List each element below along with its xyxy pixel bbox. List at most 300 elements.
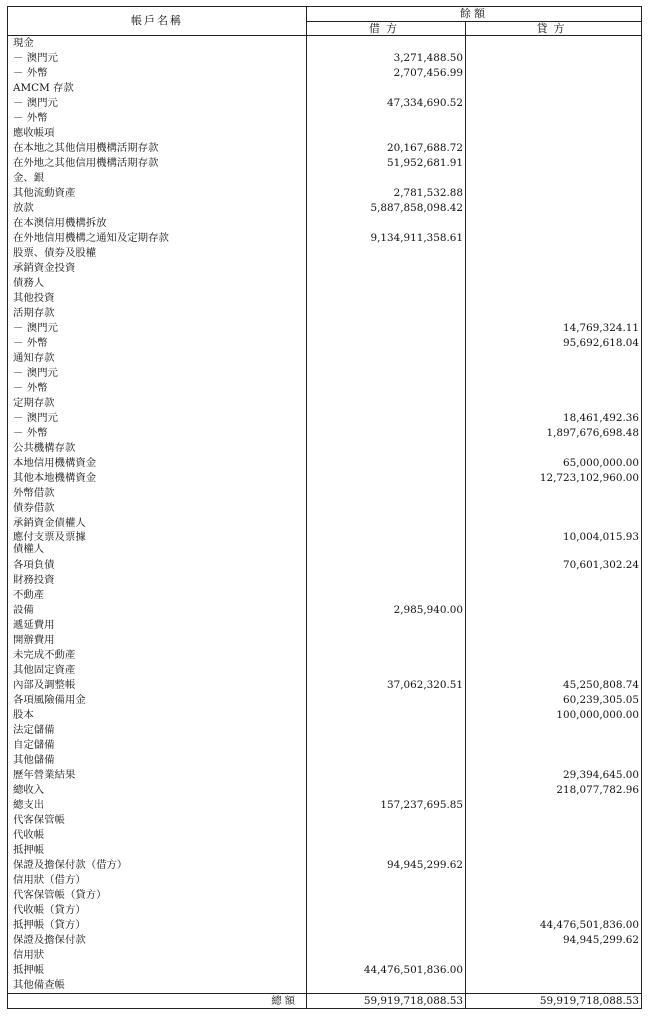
credit-cell [466,441,642,456]
account-name: 各項風險備用金 [13,694,86,707]
account-name: 抵押帳（貸方） [13,919,86,932]
account-name: － 外幣 [13,66,48,79]
credit-cell [466,351,642,366]
credit-cell [466,978,642,993]
account-name-cell [8,723,307,738]
account-name: 設備 [13,604,34,617]
table-row [8,768,642,783]
table-row [8,588,642,603]
credit-cell [466,381,642,396]
table-row [8,948,642,963]
table-row [8,141,642,156]
account-name: － 外幣 [13,111,48,124]
debit-cell [307,486,466,501]
table-row [8,933,642,948]
debit-cell [307,261,466,276]
table-row [8,36,642,51]
table-row [8,336,642,351]
debit-cell [307,648,466,663]
account-name-cell [8,558,307,573]
table-row [8,276,642,291]
debit-cell [307,81,466,96]
account-name: 保證及擔保付款 [13,934,86,947]
account-name: 在本地之其他信用機構活期存款 [13,141,159,154]
table-row [8,888,642,903]
account-name: 其他儲備 [13,754,55,767]
account-name: 現金 [13,37,34,49]
account-name: 其他投資 [13,291,55,304]
debit-header: 借方 [307,22,466,36]
credit-cell [466,798,642,813]
account-name-cell [8,66,307,81]
credit-cell [466,291,642,306]
account-name-cell [8,291,307,306]
account-name-cell [8,36,307,51]
credit-cell: 29,394,645.00 [466,768,642,783]
account-name: 在外地信用機構之通知及定期存款 [13,231,169,244]
debit-cell [307,873,466,888]
account-name: 金、銀 [13,171,45,184]
table-row [8,396,642,411]
table-row [8,813,642,828]
account-name: 內部及調整帳 [13,679,76,692]
credit-cell [466,111,642,126]
debit-cell [307,276,466,291]
account-name: 通知存款 [13,351,55,364]
debit-cell: 20,167,688.72 [307,141,466,156]
debit-cell [307,306,466,321]
debit-cell [307,978,466,993]
table-row [8,471,642,486]
table-row [8,261,642,276]
debit-cell [307,111,466,126]
debit-cell [307,588,466,603]
account-name: 保證及擔保付款（借方） [13,859,128,872]
account-name: 代收帳（貸方） [13,904,86,917]
table-row [8,321,642,336]
account-name-cell [8,486,307,501]
account-name-cell [8,516,307,531]
account-name: 股本 [13,709,34,722]
account-name-cell [8,111,307,126]
debit-cell [307,783,466,798]
credit-cell: 94,945,299.62 [466,933,642,948]
account-name-continuation: 債權人 [13,543,45,556]
credit-cell: 70,601,302.24 [466,558,642,573]
account-name: 應付支票及票據 [13,531,86,544]
account-name: 定期存款 [13,396,55,409]
debit-cell [307,426,466,441]
account-name-cell [8,603,307,618]
account-name: 總收入 [13,784,45,797]
debit-cell: 157,237,695.85 [307,798,466,813]
account-name-cell [8,738,307,753]
account-name-cell [8,918,307,933]
account-name-cell [8,126,307,141]
credit-cell: 14,769,324.11 [466,321,642,336]
debit-cell [307,381,466,396]
table-row [8,441,642,456]
debit-cell [307,351,466,366]
account-name: 信用狀 [13,949,45,962]
debit-cell [307,36,466,51]
credit-cell [466,141,642,156]
table-row [8,798,642,813]
credit-cell [466,246,642,261]
table-row [8,456,642,471]
account-name: 代收帳 [13,829,45,842]
account-name: 其他流動資產 [13,186,76,199]
debit-cell [307,888,466,903]
credit-cell [466,723,642,738]
credit-cell: 1,897,676,698.48 [466,426,642,441]
debit-cell [307,573,466,588]
table-row [8,186,642,201]
table-row [8,663,642,678]
account-name-cell [8,321,307,336]
credit-cell [466,36,642,51]
account-name-cell [8,783,307,798]
account-name: － 澳門元 [13,366,58,379]
debit-cell [307,618,466,633]
total-row [8,994,642,1009]
account-name: 法定儲備 [13,724,55,737]
credit-cell: 60,239,305.05 [466,693,642,708]
debit-cell: 94,945,299.62 [307,858,466,873]
debit-cell: 47,334,690.52 [307,96,466,111]
debit-cell [307,216,466,231]
account-name-cell [8,51,307,66]
table-row [8,558,642,573]
credit-cell [466,261,642,276]
account-name-cell [8,426,307,441]
account-name-cell [8,888,307,903]
credit-cell: 18,461,492.36 [466,411,642,426]
credit-cell: 218,077,782.96 [466,783,642,798]
account-name-cell [8,588,307,603]
credit-cell [466,738,642,753]
debit-cell [307,471,466,486]
account-name: 應收帳項 [13,126,55,139]
table-row [8,693,642,708]
credit-cell [466,888,642,903]
account-name-cell [8,648,307,663]
credit-cell [466,603,642,618]
table-row [8,963,642,978]
total-label: 總額 [8,994,307,1009]
trial-balance-sheet [7,6,641,1012]
account-name: 承銷資金投資 [13,261,76,274]
table-row [8,51,642,66]
debit-cell [307,396,466,411]
credit-cell: 100,000,000.00 [466,708,642,723]
credit-cell: 45,250,808.74 [466,678,642,693]
debit-cell [307,366,466,381]
account-name: － 外幣 [13,336,48,349]
account-name: 外幣借款 [13,486,55,499]
table-row [8,648,642,663]
credit-cell [466,66,642,81]
credit-cell [466,216,642,231]
account-name: 股票、債券及股權 [13,246,97,259]
table-row [8,381,642,396]
table-row [8,306,642,321]
account-name-cell [8,501,307,516]
account-name-cell [8,933,307,948]
table-row [8,618,642,633]
credit-cell [466,813,642,828]
table-row [8,903,642,918]
credit-cell [466,486,642,501]
trial-balance-table [7,6,642,1009]
credit-cell [466,873,642,888]
credit-cell [466,828,642,843]
credit-header: 貸方 [466,22,642,36]
account-name-cell [8,530,307,558]
credit-cell [466,501,642,516]
account-name: 在本澳信用機構拆放 [13,216,107,229]
account-name-cell [8,618,307,633]
account-name-cell [8,156,307,171]
account-name: 其他備查帳 [13,979,65,992]
debit-cell [307,456,466,471]
table-row [8,633,642,648]
account-name-cell [8,678,307,693]
table-row [8,426,642,441]
table-row [8,156,642,171]
credit-cell [466,231,642,246]
table-row [8,171,642,186]
debit-cell [307,530,466,558]
debit-cell: 2,707,456.99 [307,66,466,81]
account-name: 代客保管帳 [13,814,65,827]
table-row [8,246,642,261]
account-name-cell [8,96,307,111]
table-row [8,486,642,501]
account-name-cell [8,843,307,858]
credit-cell [466,903,642,918]
account-name-cell [8,753,307,768]
account-name-cell [8,813,307,828]
debit-cell [307,411,466,426]
table-row [8,753,642,768]
table-row [8,366,642,381]
account-name: 公共機構存款 [13,441,76,454]
debit-cell [307,738,466,753]
account-name: 信用狀（借方） [13,874,86,887]
debit-cell [307,723,466,738]
table-row [8,201,642,216]
credit-cell [466,126,642,141]
account-name-cell [8,873,307,888]
account-name: 未完成不動產 [13,649,76,662]
credit-cell [466,186,642,201]
debit-cell [307,948,466,963]
account-name: 自定儲備 [13,739,55,752]
table-row [8,96,642,111]
debit-cell: 51,952,681.91 [307,156,466,171]
credit-cell [466,618,642,633]
account-name-cell [8,216,307,231]
account-name: － 外幣 [13,381,48,394]
debit-cell [307,171,466,186]
table-row [8,873,642,888]
table-row [8,918,642,933]
account-name-cell [8,471,307,486]
credit-cell: 65,000,000.00 [466,456,642,471]
credit-cell: 95,692,618.04 [466,336,642,351]
account-name: － 外幣 [13,426,48,439]
account-name-cell [8,948,307,963]
debit-cell [307,126,466,141]
table-row [8,978,642,993]
table-row [8,843,642,858]
table-row [8,723,642,738]
debit-cell: 3,271,488.50 [307,51,466,66]
table-footer [8,994,642,1009]
table-row [8,126,642,141]
debit-cell: 5,887,858,098.42 [307,201,466,216]
table-row [8,231,642,246]
account-name: 抵押帳 [13,964,45,977]
account-name: 債務人 [13,276,45,289]
account-name-cell [8,663,307,678]
total-credit: 59,919,718,088.53 [466,994,642,1009]
account-name-cell [8,201,307,216]
table-row [8,738,642,753]
account-name-cell [8,798,307,813]
account-name-cell [8,441,307,456]
account-name-cell [8,246,307,261]
account-name: 放款 [13,201,34,214]
debit-cell [307,918,466,933]
account-name-cell [8,708,307,723]
table-row [8,708,642,723]
debit-cell [307,633,466,648]
debit-cell [307,336,466,351]
account-name: 各項負債 [13,559,55,572]
account-name-cell [8,903,307,918]
account-name-cell [8,141,307,156]
account-name-cell [8,276,307,291]
account-name: 開辦費用 [13,634,55,647]
table-row [8,678,642,693]
account-name: － 澳門元 [13,411,58,424]
credit-cell [466,963,642,978]
account-name: 代客保管帳（貸方） [13,889,107,902]
table-row [8,603,642,618]
table-row [8,111,642,126]
credit-cell [466,171,642,186]
account-name: 不動產 [13,589,45,602]
debit-cell [307,501,466,516]
table-row [8,828,642,843]
balance-header: 餘額 [307,7,642,22]
account-name: － 澳門元 [13,51,58,64]
table-body [8,36,642,994]
table-row [8,81,642,96]
account-name: 承銷資金債權人 [13,516,86,529]
table-header [8,7,642,36]
credit-cell [466,201,642,216]
credit-cell [466,156,642,171]
credit-cell [466,648,642,663]
credit-cell [466,663,642,678]
debit-cell [307,828,466,843]
account-name: 財務投資 [13,574,55,587]
credit-cell [466,753,642,768]
credit-cell [466,366,642,381]
table-row [8,351,642,366]
credit-cell [466,276,642,291]
table-row [8,783,642,798]
account-name: － 澳門元 [13,321,58,334]
credit-cell [466,573,642,588]
account-name-cell [8,396,307,411]
account-name: 在外地之其他信用機構活期存款 [13,156,159,169]
credit-cell [466,633,642,648]
account-name: 債券借款 [13,501,55,514]
account-name-cell [8,828,307,843]
credit-cell [466,306,642,321]
credit-cell [466,588,642,603]
total-debit: 59,919,718,088.53 [307,994,466,1009]
account-name-cell [8,858,307,873]
table-row [8,858,642,873]
account-name-cell [8,81,307,96]
account-name-cell [8,963,307,978]
debit-cell [307,516,466,531]
account-name-cell [8,978,307,993]
debit-cell [307,903,466,918]
account-name: 抵押帳 [13,844,45,857]
account-name: 其他固定資產 [13,664,76,677]
table-row [8,66,642,81]
account-name-cell [8,693,307,708]
table-row [8,573,642,588]
credit-cell [466,396,642,411]
table-row [8,530,642,558]
debit-cell: 9,134,911,358.61 [307,231,466,246]
credit-cell [466,843,642,858]
account-name: 其他本地機構資金 [13,471,97,484]
account-name-cell [8,456,307,471]
debit-cell: 2,985,940.00 [307,603,466,618]
credit-cell [466,81,642,96]
credit-cell [466,51,642,66]
debit-cell [307,291,466,306]
debit-cell [307,933,466,948]
account-name: 歷年營業結果 [13,769,76,782]
account-name-cell [8,351,307,366]
account-name-cell [8,171,307,186]
account-name-cell [8,231,307,246]
credit-cell: 12,723,102,960.00 [466,471,642,486]
account-name-cell [8,633,307,648]
debit-cell [307,321,466,336]
debit-cell: 37,062,320.51 [307,678,466,693]
table-row [8,501,642,516]
debit-cell [307,246,466,261]
account-name: AMCM 存款 [13,81,74,94]
debit-cell [307,693,466,708]
credit-cell [466,516,642,531]
account-name-cell [8,768,307,783]
account-name: 遞延費用 [13,619,55,632]
credit-cell [466,858,642,873]
account-name-cell [8,186,307,201]
debit-cell [307,813,466,828]
